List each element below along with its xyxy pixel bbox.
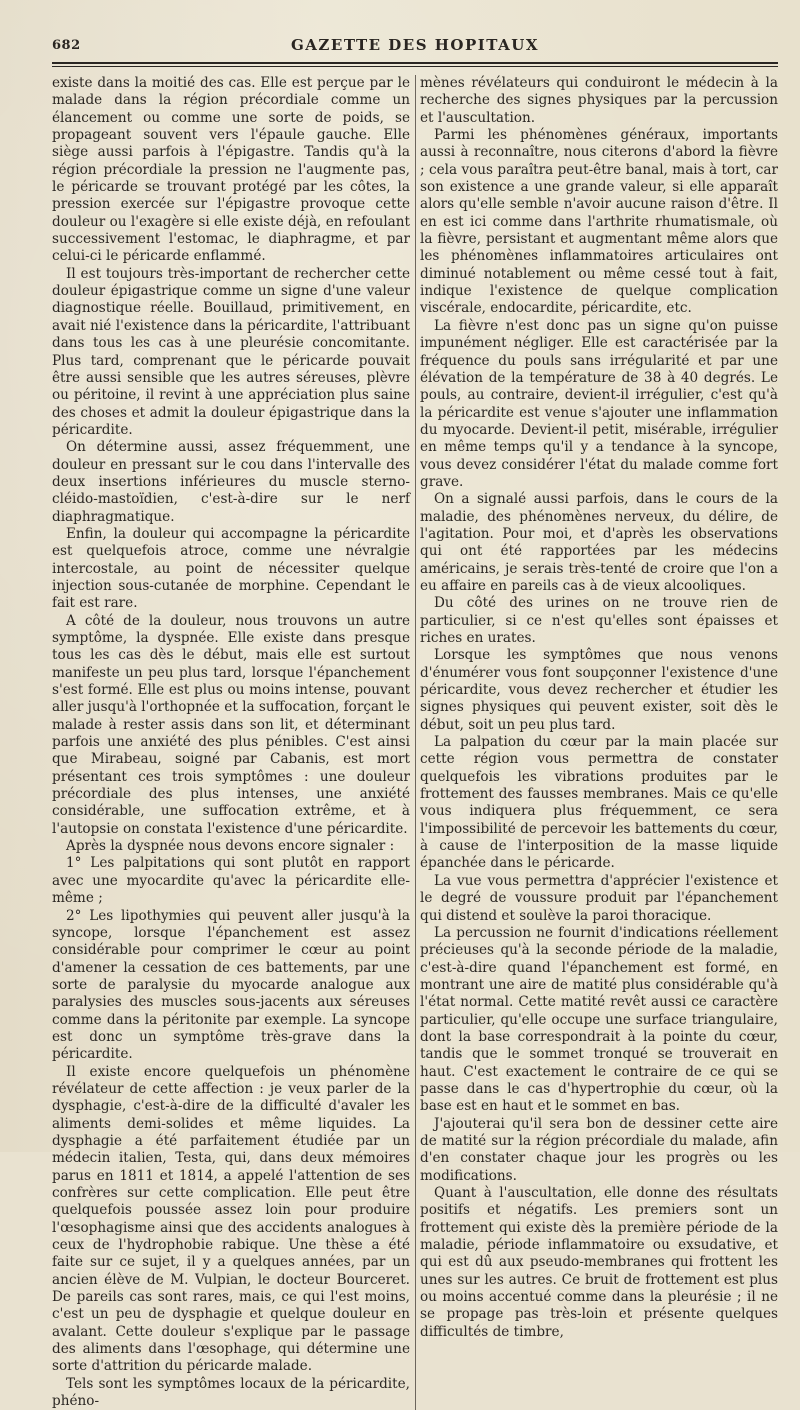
paragraph: Du côté des urines on ne trouve rien de particulier, si ce n'est qu'elles sont épaisses et riches en urates.: [420, 595, 778, 646]
paragraph: Après la dyspnée nous devons encore signaler :: [66, 838, 395, 855]
page-header: [52, 36, 778, 58]
column-divider: [415, 75, 416, 1410]
paragraph: Parmi les phénomènes généraux, importants aussi à reconnaître, nous citerons d'abord la fièvre ; cela vous paraîtra peut-être banal, mais à tort, car son existence a une grande valeur, si elle apparaît alors qu'elle semble n'avoir aucune raison d'être. Il en est ici comme dans l'arthrite rhumatismale, où la fièvre, persistant et augmentant même alors que les phénomènes inflammatoires articulaires ont diminué notablement ou même cessé tout à fait, indique l'existence de quelque complication viscérale, endocardite, péricardite, etc.: [420, 127, 778, 317]
paragraph: Lorsque les symptômes que nous venons d'énumérer vous font soupçonner l'existence d'une péricardite, vous devez rechercher et étudier les signes physiques qui peuvent exister, soit dès le début, soit un peu plus tard.: [420, 647, 778, 733]
header-rule-thin: [52, 66, 778, 67]
paragraph: Enfin, la douleur qui accompagne la péricardite est quelquefois atroce, comme une névralgie intercostale, au point de nécessiter quelque injection sous-cutanée de morphine. Cependant le fait est rare.: [52, 525, 410, 612]
left-column: [52, 75, 410, 1410]
paragraph: On a signalé aussi parfois, dans le cours de la maladie, des phénomènes nerveux, du délire, de l'agitation. Pour moi, et d'après les observations qui ont été rapportées par les médecins américains, je serais très-tenté de croire que l'on a eu affaire en pareils cas à de vieux alcooliques.: [420, 491, 778, 594]
paragraph: A côté de la douleur, nous trouvons un autre symptôme, la dyspnée. Elle existe dans presque tous les cas dès le début, mais elle est surtout manifeste un peu plus tard, lorsque l'épanchement s'est formé. Elle est plus ou moins intense, pouvant aller jusqu'à l'orthopnée et la suffocation, forçant le malade à rester assis dans son lit, et déterminant parfois une anxiété des plus pénibles. C'est ainsi que Mirabeau, soigné par Cabanis, est mort présentant ces trois symptômes : une douleur précordiale des plus intenses, une anxiété considérable, une suffocation extrême, et à l'autopsie on constata l'existence d'une péricardite.: [52, 612, 410, 837]
page-number: 682: [52, 38, 81, 53]
paragraph: Quant à l'auscultation, elle donne des résultats positifs et négatifs. Les premiers sont un frottement qui existe dès la première période de la maladie, période inflammatoire ou exsudative, et qui est dû aux pseudo-membranes qui frottent les unes sur les autres. Ce bruit de frottement est plus ou moins accentué comme dans la pleurésie ; il ne se propage pas très-loin et présente quelques difficultés de timbre,: [420, 1185, 778, 1340]
paragraph: Il est toujours très-important de rechercher cette douleur épigastrique comme un signe d'une valeur diagnostique réelle. Bouillaud, primitivement, en avait nié l'existence dans la péricardite, l'attribuant dans tous les cas à une pleurésie concomitante. Plus tard, comprenant que le péricarde pouvait être aussi sensible que les autres séreuses, plèvre ou péritoine, il revint à une appréciation plus saine des choses et admit la douleur épigastrique dans la péricardite.: [52, 265, 410, 438]
journal-title: GAZETTE DES HOPITAUX: [290, 36, 539, 54]
paragraph: mènes révélateurs qui conduiront le médecin à la recherche des signes physiques par la percussion et l'auscultation.: [420, 75, 778, 126]
right-column: [420, 75, 778, 1410]
paragraph: J'ajouterai qu'il sera bon de dessiner cette aire de matité sur la région précordiale du malade, afin d'en constater chaque jour les progrès ou les modifications.: [420, 1115, 778, 1184]
paragraph: La vue vous permettra d'apprécier l'existence et le degré de voussure produit par l'épanchement qui distend et soulève la paroi thoracique.: [420, 872, 778, 924]
paragraph: On détermine aussi, assez fréquemment, une douleur en pressant sur le cou dans l'intervalle des deux insertions inférieures du muscle sterno-cléido-mastoïdien, c'est-à-dire sur le nerf diaphragmatique.: [52, 439, 410, 525]
paragraph: La palpation du cœur par la main placée sur cette région vous permettra de constater quelquefois les vibrations produites par le frottement des fausses membranes. Mais ce qu'elle vous indiquera plus fréquemment, ce sera l'impossibilité de percevoir les battements du cœur, à cause de l'interposition de la masse liquide épanchée dans le péricarde.: [420, 734, 778, 872]
paragraph: existe dans la moitié des cas. Elle est perçue par le malade dans la région précordiale comme un élancement ou comme une sorte de poids, se propageant souvent vers l'épaule gauche. Elle siège aussi parfois à l'épigastre. Tandis qu'à la région précordiale la pression ne l'augmente pas, le péricarde se trouvant protégé par les côtes, la pression exercée sur l'épigastre provoque cette douleur ou l'exagère si elle existe déjà, en refoulant successivement l'estomac, le diaphragme, et par celui-ci le péricarde enflammé.: [52, 75, 411, 265]
paragraph: 1° Les palpitations qui sont plutôt en rapport avec une myocardite qu'avec la péricardite elle-même ;: [52, 855, 410, 907]
paragraph: Il existe encore quelquefois un phénomène révélateur de cette affection : je veux parler de la dysphagie, c'est-à-dire de la difficulté d'avaler les aliments demi-solides et même liquides. La dysphagie a été parfaitement étudiée par un médecin italien, Testa, qui, dans deux mémoires parus en 1811 et 1814, a appelé l'attention de ses confrères sur cette complication. Elle peut être quelquefois poussée assez loin pour produire l'œsophagisme ainsi que des accidents analogues à ceux de l'hydrophobie rabique. Une thèse a été faite sur ce sujet, il y a quelques années, par un ancien élève de M. Vulpian, le docteur Bourceret. De pareils cas sont rares, mais, ce qui l'est moins, c'est un peu de dysphagie et quelque douleur en avalant. Cette douleur s'explique par le passage des aliments dans l'œsophage, qui détermine une sorte d'attrition du péricarde malade.: [52, 1063, 410, 1375]
paragraph: La fièvre n'est donc pas un signe qu'on puisse impunément négliger. Elle est caractérisée par la fréquence du pouls sans irrégularité et par une élévation de la température de 38 à 40 degrés. Le pouls, au contraire, devient-il irrégulier, c'est qu'à la péricardite est venue s'ajouter une inflammation du myocarde. Devient-il petit, misérable, irrégulier en même temps qu'il y a tendance à la syncope, vous devez considérer l'état du malade comme fort grave.: [420, 317, 778, 490]
paragraph: La percussion ne fournit d'indications réellement précieuses qu'à la seconde période de la maladie, c'est-à-dire quand l'épanchement est formé, en montrant une aire de matité plus considérable qu'à l'état normal. Cette matité revêt aussi ce caractère particulier, qu'elle occupe une surface triangulaire, dont la base correspondrait à la pointe du cœur, tandis que le sommet tronqué se trouverait en haut. C'est exactement le contraire de ce qui se passe dans le cas d'hypertrophie du cœur, où la base est en haut et le sommet en bas.: [420, 924, 778, 1115]
header-rule: [52, 62, 778, 64]
paragraph: Tels sont les symptômes locaux de la péricardite, phéno-: [52, 1375, 410, 1410]
paragraph: 2° Les lipothymies qui peuvent aller jusqu'à la syncope, lorsque l'épanchement est assez considérable pour comprimer le cœur au point d'amener la cessation de ces battements, par une sorte de paralysie du myocarde analogue aux paralysies des muscles sous-jacents aux séreuses comme dans la péritonite par exemple. La syncope est donc un symptôme très-grave dans la péricardite.: [52, 907, 410, 1063]
text-columns: [52, 75, 778, 1410]
